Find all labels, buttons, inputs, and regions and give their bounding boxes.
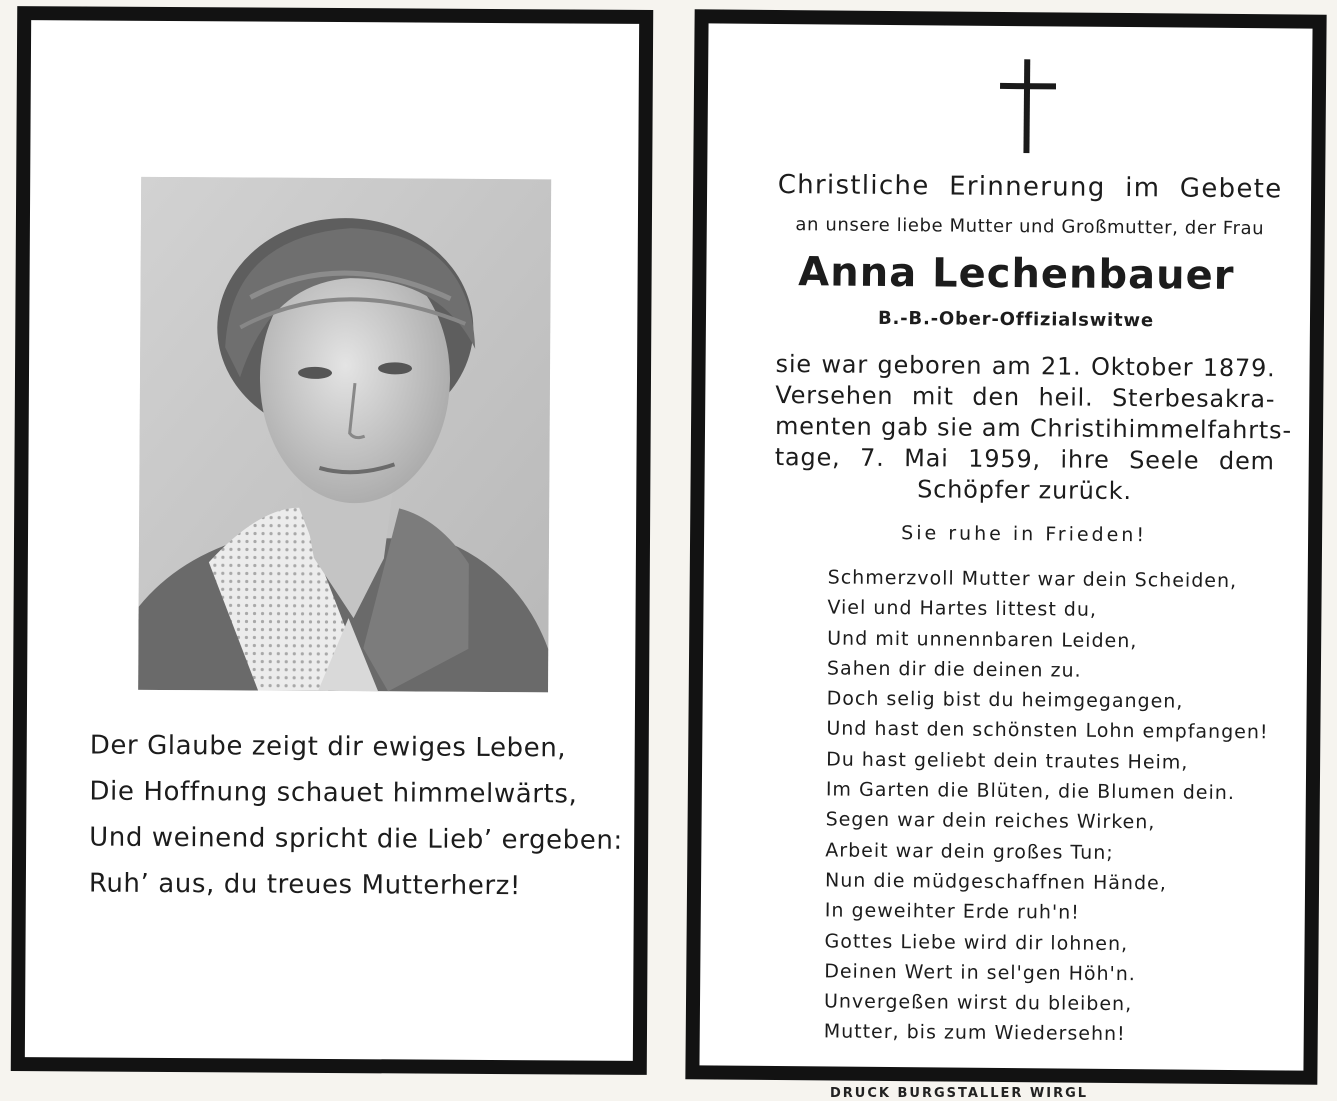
bio-line: Versehen mit den heil. Sterbesakra- [775,380,1276,414]
biography-text [774,349,1292,508]
poem-line: Du hast geliebt dein trautes Heim, [826,748,1189,774]
rest-in-peace: Sie ruhe in Frieden! [901,522,1148,547]
poem-line: Und weinend spricht die Lieb’ ergeben: [89,822,623,856]
printer-imprint: DRUCK BURGSTALLER WIRGL [830,1086,1089,1101]
memorial-card-right [685,9,1326,1084]
memorial-heading: Christliche Erinnerung im Gebete [777,169,1283,205]
poem-line: Viel und Hartes littest du, [827,596,1098,622]
poem-line: Sahen dir die deinen zu. [826,657,1082,682]
memorial-card-left [11,6,653,1075]
memorial-subheading: an unsere liebe Mutter und Großmutter, der Frau [795,214,1265,240]
poem-line: Arbeit war dein großes Tun; [825,839,1114,864]
bio-line: tage, 7. Mai 1959, ihre Seele dem [774,442,1275,476]
bio-line: Schöpfer zurück. [917,475,1132,506]
poem-line: Im Garten die Blüten, die Blumen dein. [825,778,1236,805]
poem-line: Ruh’ aus, du treues Mutterherz! [88,868,522,902]
poem-line: Segen war dein reiches Wirken, [825,808,1156,834]
poem-line: Der Glaube zeigt dir ewiges Leben, [89,730,567,764]
poem-line: Unvergeßen wirst du bleiben, [823,990,1133,1016]
poem-line: Deinen Wert in sel'gen Höh'n. [824,960,1136,986]
poem-line: Die Hoffnung schauet himmelwärts, [89,776,578,810]
bio-line: menten gab sie am Christihimmelfahrts- [774,411,1292,445]
poem-line: Und hast den schönsten Lohn empfangen! [826,717,1269,744]
poem-line: Gottes Liebe wird dir lohnen, [824,929,1129,955]
poem-line: Mutter, bis zum Wiedersehn! [823,1020,1126,1046]
poem-line: Nun die müdgeschaffnen Hände, [824,869,1167,895]
faith-poem [88,723,623,910]
mother-poem [824,562,1298,1051]
poem-line: Schmerzvoll Mutter war dein Scheiden, [827,566,1238,593]
poem-line: Doch selig bist du heimgegangen, [826,687,1184,713]
deceased-name: Anna Lechenbauer [798,249,1235,299]
poem-line: In geweihter Erde ruh'n! [824,899,1080,924]
cross-icon [999,59,1056,153]
portrait-photo [138,177,551,692]
poem-line: Und mit unnennbaren Leiden, [827,627,1138,652]
deceased-title: B.-B.-Ober-Offizialswitwe [877,307,1154,332]
bio-line: sie war geboren am 21. Oktober 1879. [775,349,1276,383]
